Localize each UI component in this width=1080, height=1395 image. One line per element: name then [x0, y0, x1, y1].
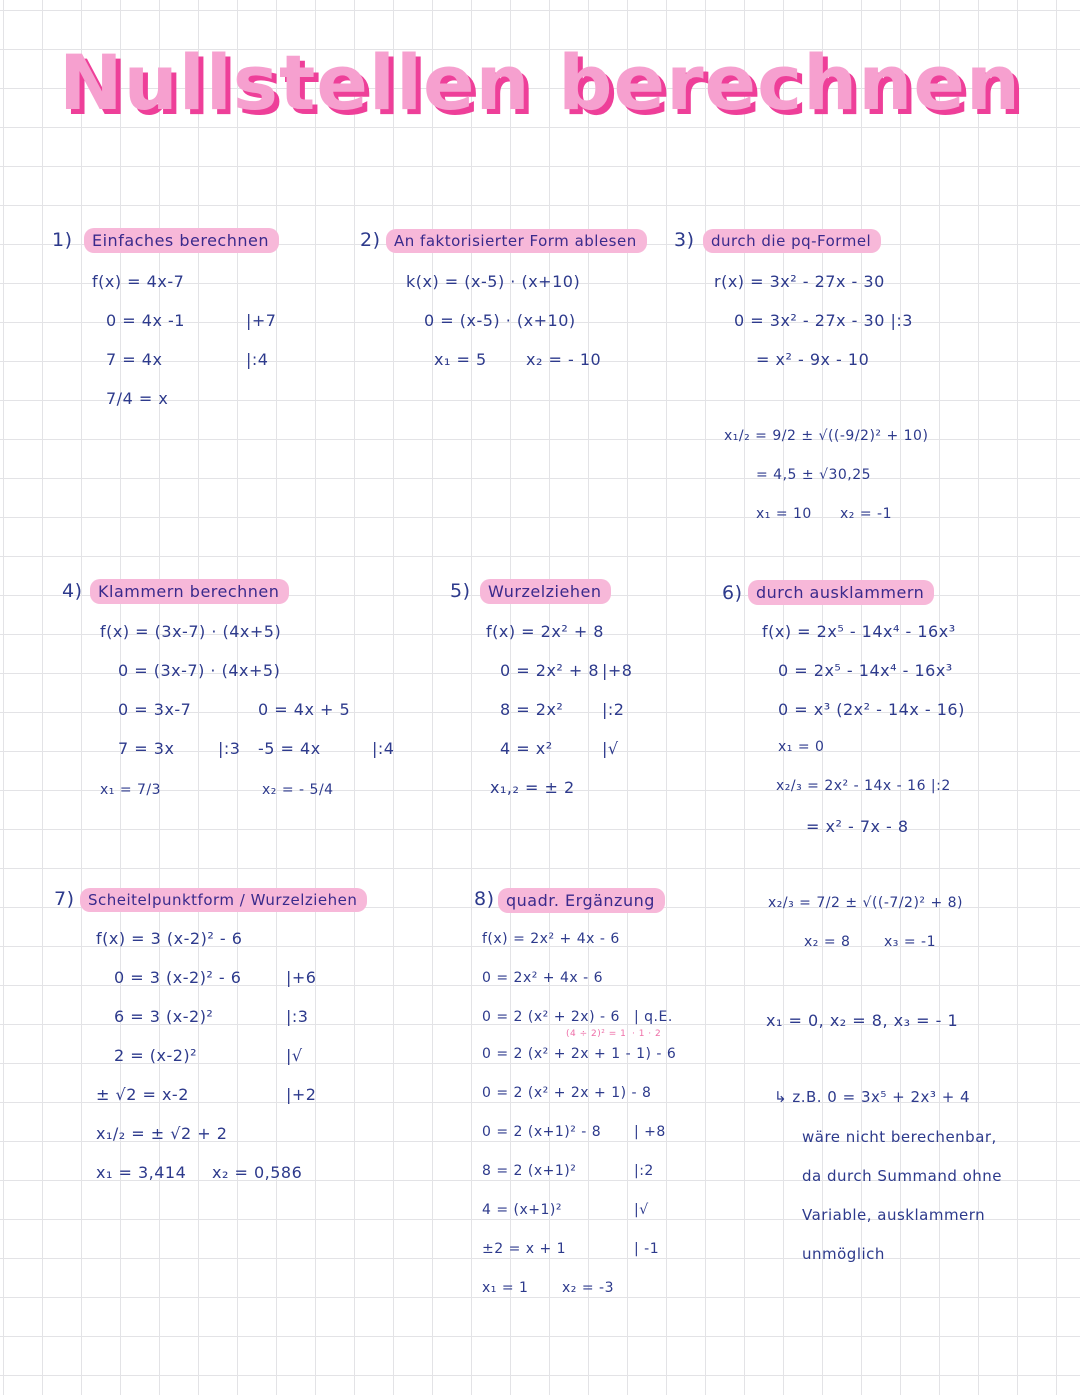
s2-line-1: k(x) = (x-5) · (x+10)	[406, 272, 581, 291]
s5-line-3: 8 = 2x²	[500, 700, 564, 719]
s3-x1: x₁ = 10	[756, 506, 812, 522]
s3-x2: x₂ = -1	[840, 506, 892, 522]
s7-line-5: ± √2 = x-2	[96, 1085, 189, 1104]
s8-line-8: 4 = (x+1)²	[482, 1202, 562, 1218]
section-1-heading: Einfaches berechnen	[84, 228, 279, 253]
s4-x2: x₂ = - 5/4	[262, 782, 334, 798]
s8-x1: x₁ = 1	[482, 1280, 529, 1296]
section-7-number: 7)	[54, 888, 75, 910]
section-4-number: 4)	[62, 580, 83, 602]
s7-line-6: x₁/₂ = ± √2 + 2	[96, 1124, 228, 1143]
s3-line-1: r(x) = 3x² - 27x - 30	[714, 272, 885, 291]
s6-line-2: 0 = 2x⁵ - 14x⁴ - 16x³	[778, 661, 953, 680]
section-2-number: 2)	[360, 229, 381, 251]
section-5-number: 5)	[450, 580, 471, 602]
s7-op-2: |:3	[286, 1007, 309, 1026]
s8-x2: x₂ = -3	[562, 1280, 614, 1296]
s1-op-1: |+7	[246, 311, 277, 330]
s5-op-2: |:2	[602, 700, 625, 719]
s2-x2: x₂ = - 10	[526, 350, 602, 369]
section-8-heading: quadr. Ergänzung	[498, 888, 665, 913]
s6-x3: x₃ = -1	[884, 934, 936, 950]
s3-line-2: 0 = 3x² - 27x - 30 |:3	[734, 311, 913, 330]
s8-hint-2: · 1 · 2	[632, 1029, 662, 1039]
section-3-number: 3)	[674, 229, 695, 251]
s4-op-2: |:4	[372, 739, 395, 758]
s6-note-4: Variable, ausklammern	[802, 1206, 986, 1224]
s8-line-2: 0 = 2x² + 4x - 6	[482, 970, 604, 986]
s8-op-5: | -1	[634, 1241, 660, 1257]
s2-x1: x₁ = 5	[434, 350, 487, 369]
s5-op-3: |√	[602, 739, 619, 758]
s6-line-6: = x² - 7x - 8	[806, 817, 909, 836]
s1-line-1: f(x) = 4x-7	[92, 272, 185, 291]
s3-line-3: = x² - 9x - 10	[756, 350, 870, 369]
s3-pq-2: = 4,5 ± √30,25	[756, 467, 872, 483]
s6-note-1: ↳ z.B. 0 = 3x⁵ + 2x³ + 4	[774, 1088, 971, 1106]
s8-line-7: 8 = 2 (x+1)²	[482, 1163, 577, 1179]
s7-line-2: 0 = 3 (x-2)² - 6	[114, 968, 242, 987]
s8-line-4: 0 = 2 (x² + 2x + 1 - 1) - 6	[482, 1046, 677, 1062]
s7-op-1: |+6	[286, 968, 317, 987]
section-3-heading: durch die pq-Formel	[703, 229, 881, 253]
s1-op-2: |:4	[246, 350, 269, 369]
s8-op-4: |√	[634, 1202, 649, 1218]
s4-line-3: 0 = 3x-7	[118, 700, 192, 719]
s8-op-2: | +8	[634, 1124, 666, 1140]
s7-x1: x₁ = 3,414	[96, 1163, 187, 1182]
s6-line-5: x₂/₃ = 2x² - 14x - 16 |:2	[776, 778, 951, 794]
s6-note-5: unmöglich	[802, 1245, 885, 1263]
s7-line-4: 2 = (x-2)²	[114, 1046, 198, 1065]
s1-line-4: 7/4 = x	[106, 389, 169, 408]
s8-hint-1: (4 ÷ 2)² = 1	[566, 1029, 627, 1039]
section-8-number: 8)	[474, 888, 495, 910]
section-5-heading: Wurzelziehen	[480, 579, 611, 604]
s7-x2: x₂ = 0,586	[212, 1163, 303, 1182]
s6-pq: x₂/₃ = 7/2 ± √((-7/2)² + 8)	[768, 895, 964, 911]
s6-note-2: wäre nicht berechenbar,	[802, 1128, 997, 1146]
s1-line-3: 7 = 4x	[106, 350, 163, 369]
s1-line-2: 0 = 4x -1	[106, 311, 185, 330]
page-title: Nullstellen berechnen	[58, 38, 1022, 127]
s7-line-1: f(x) = 3 (x-2)² - 6	[96, 929, 243, 948]
s4-line-5: 7 = 3x	[118, 739, 175, 758]
s2-line-2: 0 = (x-5) · (x+10)	[424, 311, 576, 330]
s4-line-4: 0 = 4x + 5	[258, 700, 351, 719]
s5-line-4: 4 = x²	[500, 739, 553, 758]
section-2-heading: An faktorisierter Form ablesen	[386, 229, 647, 253]
s8-op-3: |:2	[634, 1163, 654, 1179]
section-6-heading: durch ausklammern	[748, 580, 934, 605]
s6-line-3: 0 = x³ (2x² - 14x - 16)	[778, 700, 965, 719]
s8-op-1: | q.E.	[634, 1009, 673, 1025]
s4-line-2: 0 = (3x-7) · (4x+5)	[118, 661, 281, 680]
s6-summary: x₁ = 0, x₂ = 8, x₃ = - 1	[766, 1011, 959, 1030]
s7-op-4: |+2	[286, 1085, 317, 1104]
s4-line-1: f(x) = (3x-7) · (4x+5)	[100, 622, 282, 641]
s8-line-5: 0 = 2 (x² + 2x + 1) - 8	[482, 1085, 652, 1101]
section-7-heading: Scheitelpunktform / Wurzelziehen	[80, 888, 367, 912]
s7-op-3: |√	[286, 1046, 303, 1065]
s8-line-3: 0 = 2 (x² + 2x) - 6	[482, 1009, 620, 1025]
s4-x1: x₁ = 7/3	[100, 782, 162, 798]
s8-line-6: 0 = 2 (x+1)² - 8	[482, 1124, 602, 1140]
section-4-heading: Klammern berechnen	[90, 579, 289, 604]
section-6-number: 6)	[722, 582, 743, 604]
s6-line-1: f(x) = 2x⁵ - 14x⁴ - 16x³	[762, 622, 956, 641]
s8-line-9: ±2 = x + 1	[482, 1241, 567, 1257]
section-1-number: 1)	[52, 229, 73, 251]
s4-line-6: -5 = 4x	[258, 739, 321, 758]
s6-x2: x₂ = 8	[804, 934, 851, 950]
s5-op-1: |+8	[602, 661, 633, 680]
s8-line-1: f(x) = 2x² + 4x - 6	[482, 931, 620, 947]
s6-line-4: x₁ = 0	[778, 739, 825, 755]
s3-pq-1: x₁/₂ = 9/2 ± √((-9/2)² + 10)	[724, 428, 929, 444]
s5-line-2: 0 = 2x² + 8	[500, 661, 600, 680]
s6-note-3: da durch Summand ohne	[802, 1167, 1003, 1185]
s5-result: x₁,₂ = ± 2	[490, 778, 575, 797]
s7-line-3: 6 = 3 (x-2)²	[114, 1007, 214, 1026]
s4-op-1: |:3	[218, 739, 241, 758]
s5-line-1: f(x) = 2x² + 8	[486, 622, 604, 641]
